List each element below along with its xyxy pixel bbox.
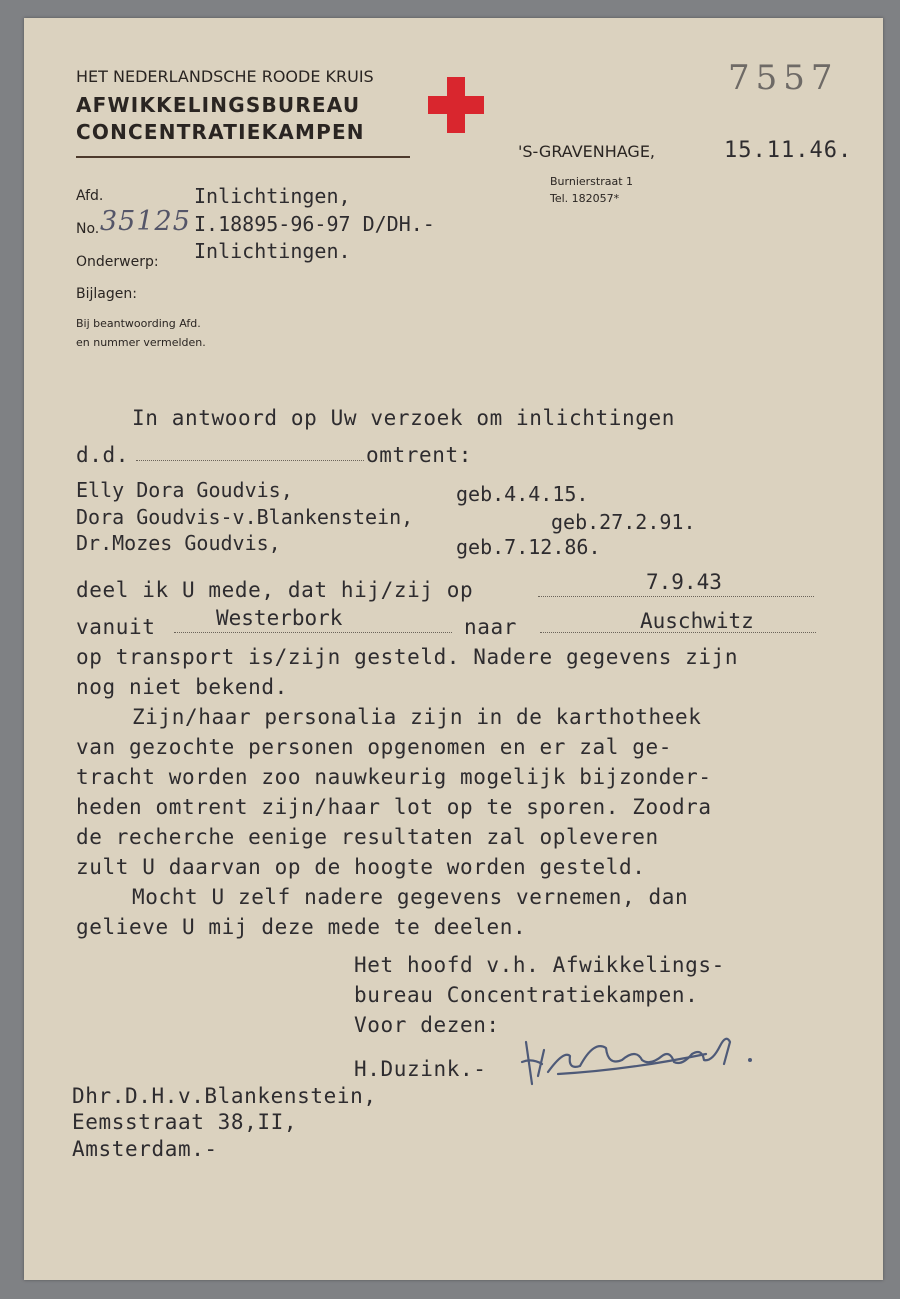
archive-number: 7557: [728, 58, 839, 98]
street-address: Burnierstraat 1: [550, 175, 634, 188]
body-line: gelieve U mij deze mede te deelen.: [76, 915, 527, 939]
body-line: nog niet bekend.: [76, 675, 288, 699]
body-line: de recherche eenige resultaten zal opleveren: [76, 825, 659, 849]
person-name: Elly Dora Goudvis,: [76, 478, 293, 502]
reply-note-line2: en nummer vermelden.: [76, 336, 206, 349]
person-birth: geb.7.12.86.: [456, 535, 601, 559]
person-birth: geb.4.4.15.: [456, 482, 589, 506]
body-line: van gezochte personen opgenomen en er zal ge-: [76, 735, 672, 759]
body-line: heden omtrent zijn/haar lot op te sporen. Zoodra: [76, 795, 712, 819]
onderwerp-value: Inlichtingen.: [194, 239, 351, 263]
person-name: Dr.Mozes Goudvis,: [76, 531, 281, 555]
addressee-line: Dhr.D.H.v.Blankenstein,: [72, 1084, 377, 1108]
omtrent-label: omtrent:: [366, 443, 472, 467]
date-dotted-line: [538, 596, 814, 597]
red-cross-icon: [428, 77, 484, 133]
body-line: tracht worden zoo nauwkeurig mogelijk bijzonder-: [76, 765, 712, 789]
addressee-line: Eemsstraat 38,II,: [72, 1110, 298, 1134]
signatory-name: H.Duzink.-: [354, 1057, 487, 1081]
closing-line: Voor dezen:: [354, 1013, 500, 1037]
from-dotted-line: [174, 632, 452, 633]
closing-line: Het hoofd v.h. Afwikkelings-: [354, 953, 725, 977]
transport-statement: deel ik U mede, dat hij/zij op: [76, 578, 474, 602]
body-line: zult U daarvan op de hoogte worden gesteld.: [76, 855, 646, 879]
body-line: Mocht U zelf nadere gegevens vernemen, dan: [132, 885, 689, 909]
letter-date: 15.11.46.: [724, 138, 853, 163]
letterhead-rule: [76, 156, 410, 158]
vanuit-label: vanuit: [76, 615, 156, 639]
intro-line: In antwoord op Uw verzoek om inlichtingen: [132, 406, 675, 430]
reference-number: I.18895-96-97 D/DH.-: [194, 212, 435, 236]
dd-label: d.d.: [76, 443, 129, 467]
person-name: Dora Goudvis-v.Blankenstein,: [76, 505, 414, 529]
reply-note-line1: Bij beantwoording Afd.: [76, 317, 201, 330]
person-birth: geb.27.2.91.: [551, 510, 696, 534]
dd-dotted-line: [136, 460, 364, 461]
body-line: Zijn/haar personalia zijn in de karthotheek: [132, 705, 702, 729]
telephone: Tel. 182057*: [550, 192, 620, 205]
departure-camp: Westerbork: [216, 606, 343, 630]
org-name: HET NEDERLANDSCHE ROODE KRUIS: [76, 67, 374, 86]
destination-camp: Auschwitz: [640, 609, 754, 633]
bureau-name-line2: CONCENTRATIEKAMPEN: [76, 120, 365, 144]
bureau-name-line1: AFWIKKELINGSBUREAU: [76, 93, 361, 117]
bijlagen-label: Bijlagen:: [76, 286, 137, 302]
closing-line: bureau Concentratiekampen.: [354, 983, 699, 1007]
body-line: op transport is/zijn gesteld. Nadere gegevens zijn: [76, 645, 739, 669]
addressee-line: Amsterdam.-: [72, 1137, 218, 1161]
transport-date: 7.9.43: [646, 570, 722, 594]
handwritten-signature: [518, 1020, 758, 1090]
handwritten-number: 35125: [100, 206, 191, 237]
naar-label: naar: [464, 615, 517, 639]
number-label: No.: [76, 221, 100, 237]
city: 'S-GRAVENHAGE,: [518, 142, 656, 161]
onderwerp-label: Onderwerp:: [76, 254, 159, 270]
afd-label: Afd.: [76, 188, 104, 204]
afd-value: Inlichtingen,: [194, 184, 351, 208]
